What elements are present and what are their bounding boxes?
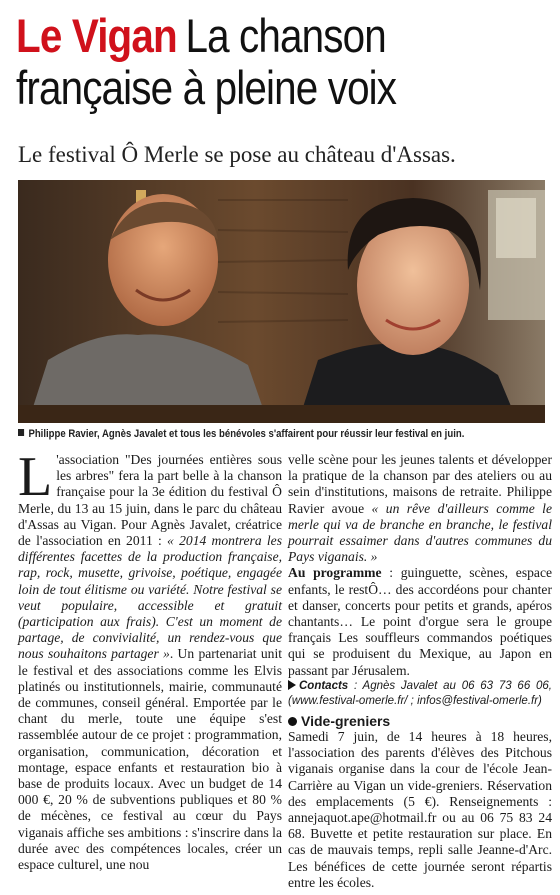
column2-paragraph (288, 452, 552, 565)
photo-caption (18, 428, 479, 440)
article-photo (18, 180, 545, 423)
contacts (288, 679, 552, 709)
headline-title: La chanson française à pleine voix (16, 9, 397, 114)
contacts-text: : Agnès Javalet au 06 63 73 66 06, (www.festival-omerle.fr/ ; infos@festival-omerle.fr) (288, 679, 552, 707)
contacts-label: Contacts (299, 679, 349, 692)
program-label: Au programme (288, 565, 382, 581)
article-column-2 (288, 452, 552, 891)
quote-ravier: « un rêve d'ailleurs comme le merle qui va de branche en branche, le festival pourrait essaimer dans d'autres communes du Pays viganais. » (288, 500, 552, 565)
section-title: Vide-greniers (301, 712, 391, 729)
subheadline: Le festival Ô Merle se pose au château d'Assas. (18, 142, 456, 167)
headline (16, 10, 498, 114)
intro-text: 'association "Des journées entières sous les arbres" fera la part belle à la chanson française pour la 3e édition du festival Ô Merle, du 13 au 15 juin, dans le parc du château d'Assas au Vigan. Pour Agnès Javalet, créatrice de l'association en 2011 : (18, 452, 282, 549)
article-column-1 (18, 446, 283, 873)
drop-cap: L (18, 446, 53, 508)
column2-text: velle scène pour les jeunes talents et développer la pratique de la chanson par des ateliers ou au sein d'institutions, maisons de retraite. Philippe Ravier avoue (288, 452, 552, 516)
headline-kicker: Le Vigan (16, 9, 177, 62)
program-paragraph (288, 565, 552, 678)
caption-text: Philippe Ravier, Agnès Javalet et tous les bénévoles s'affairent pour réussir leur festival en juin. (28, 428, 465, 440)
arrow-right-icon (288, 680, 296, 690)
quote-javalet: « 2014 montrera les différentes facettes de la production française, rap, rock, musette, grivoise, poétique, engagée loin de tout élitisme ou variété. Notre festival se veut populaire, accessible et gratuit (participation aux frais). C'est un moment de partage, de convivialité, un rendez-vous que nous souhaitons partager » (18, 533, 282, 662)
section-heading (288, 713, 552, 729)
caption-square-icon (18, 429, 24, 436)
program-text: : guinguette, scènes, espace enfants, le restÔ… des accordéons pour chanter et danser, concerts pour petits et grands, apéros chantants… Le point d'orgue sera le groupe français Les souffleurs commandos poétiques qui se produisent du Mexique, au Japon en passant par Jérusalem. (288, 565, 553, 678)
intro-text-2: . Un partenariat unit le festival et des associations comme les Elvis platinés ou institutionnels, mairie, communauté de communes, conseil général. Emportée par le chant du merle, toute une équipe s'est rassemblée autour de ce projet : programmation, organisation, communication, décoration et montage, espace enfants et restauration bio à base de produits locaux. Avec un budget de 14 000 €, 20 % de subventions publiques et 80 % de mécènes, ce festival au cœur du Pays viganais affiche ses ambitions : s'inscrire dans la durée avec des compétences locales, créer un espace culturel, une nou (18, 646, 283, 873)
bullet-icon (288, 717, 297, 726)
vide-greniers-text: Samedi 7 juin, de 14 heures à 18 heures, l'association des parents d'élèves des Pitchous viganais organise dans la cour de l'école Jean-Carrière au Vigan un vide-greniers. Réservation des emplacements (5 €). Renseignements : annejaquot.ape@hotmail.fr ou au 06 75 83 24 68. Buvette et petite restauration sur place. En cas de mauvais temps, repli salle Jeanne-d'Arc. Les bénéfices de cette journée seront répartis entre les écoles. (288, 729, 552, 890)
article-intro (18, 446, 283, 873)
photo-illustration (18, 180, 545, 423)
